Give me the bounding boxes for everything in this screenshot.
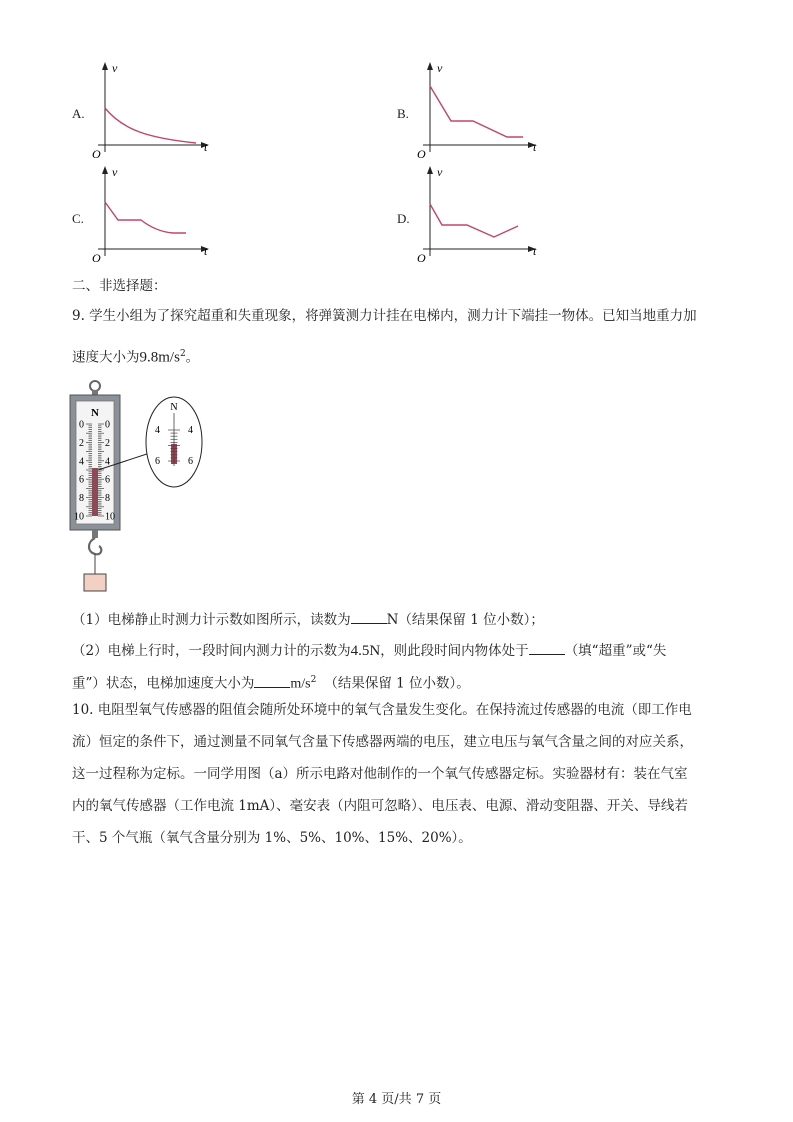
origin-label: O bbox=[92, 147, 101, 161]
scale-left-label: 0 bbox=[79, 419, 84, 431]
option-b-label: B. bbox=[397, 106, 409, 121]
answer-blank-2[interactable] bbox=[529, 641, 565, 655]
zoom-label-6-right: 6 bbox=[188, 456, 193, 467]
q9-line2: 速度大小为$9.8m/s^2$。 bbox=[72, 349, 200, 366]
scale-left-label: 4 bbox=[79, 456, 84, 468]
axis-v-label: v bbox=[112, 61, 118, 75]
scale-left-label: 8 bbox=[79, 493, 84, 505]
svg-text:O: O bbox=[417, 251, 426, 265]
svg-text:v: v bbox=[437, 165, 443, 179]
svg-text:v: v bbox=[112, 165, 118, 179]
svg-text:O: O bbox=[417, 147, 426, 161]
scale-right-label: 2 bbox=[105, 437, 110, 449]
section-title: 二、非选择题： bbox=[72, 278, 167, 294]
zoom-label-4-right: 4 bbox=[188, 425, 193, 436]
scale-unit: N bbox=[91, 407, 99, 419]
svg-text:t: t bbox=[533, 244, 537, 258]
curve-d bbox=[430, 204, 518, 237]
option-a-graph bbox=[88, 60, 218, 165]
q9-sub1: （1）电梯静止时测力计示数如图所示，读数为 N（结果保留 1 位小数）； bbox=[72, 612, 544, 628]
curve-c bbox=[105, 202, 186, 233]
q10-line-4: 内的氧气传感器（工作电流 1mA）、毫安表（内阻可忽略）、电压表、电源、滑动变阻器、开关、导线若 bbox=[72, 798, 688, 814]
curve-b bbox=[430, 86, 523, 137]
q9-sub2b: 重”）状态，电梯加速度大小为 $m/s^2$ （结果保留 1 位小数）。 bbox=[72, 675, 470, 692]
zoom-unit: N bbox=[170, 402, 178, 413]
gravity-value: 9.8m/s bbox=[139, 349, 180, 366]
scale-right-label: 10 bbox=[105, 511, 115, 523]
svg-text:t: t bbox=[533, 140, 537, 154]
option-d-graph bbox=[413, 164, 548, 269]
scale-left-label: 2 bbox=[79, 437, 84, 449]
option-c-graph bbox=[88, 164, 218, 269]
scale-left-label: 6 bbox=[79, 474, 84, 486]
zoom-label-6-left: 6 bbox=[155, 456, 160, 467]
scale-right-label: 8 bbox=[105, 493, 110, 505]
svg-text:v: v bbox=[437, 61, 443, 75]
axis-t-label: t bbox=[204, 140, 208, 154]
zoom-label-4-left: 4 bbox=[155, 425, 160, 436]
option-c-label: C. bbox=[72, 211, 84, 226]
curve-a bbox=[105, 108, 196, 143]
spring-scale-figure bbox=[60, 378, 220, 596]
q9-line1: 9. 学生小组为了探究超重和失重现象，将弹簧测力计挂在电梯内，测力计下端挂一物体。已知当地重力加 bbox=[72, 308, 697, 324]
q10-line-3: 这一过程称为定标。一同学用图（a）所示电路对他制作的一个氧气传感器定标。实验器材有：装在气室 bbox=[72, 766, 688, 782]
svg-text:t: t bbox=[204, 244, 208, 258]
q9-sub2: （2）电梯上行时，一段时间内测力计的示数为4.5N，则此段时间内物体处于 （填“超重”或“失 bbox=[72, 643, 667, 659]
q10-line-5: 干、5 个气瓶（氧气含量分别为 1%、5%、10%、15%、20%）。 bbox=[72, 830, 472, 846]
option-b-graph bbox=[413, 60, 548, 165]
answer-blank-3[interactable] bbox=[254, 674, 290, 688]
option-d-label: D. bbox=[397, 211, 410, 226]
page-footer: 第 4 页/共 7 页 bbox=[351, 1092, 442, 1107]
q10-line-1: 10. 电阻型氧气传感器的阻值会随所处环境中的氧气含量发生变化。在保持流过传感器的电流（即工作电 bbox=[72, 702, 692, 718]
svg-text:O: O bbox=[92, 251, 101, 265]
option-a-label: A. bbox=[72, 106, 85, 121]
answer-blank-1[interactable] bbox=[351, 610, 387, 624]
scale-right-label: 4 bbox=[105, 456, 110, 468]
q10-line-2: 流）恒定的条件下，通过测量不同氧气含量下传感器两端的电压，建立电压与氧气含量之间的对应关系， bbox=[72, 734, 693, 750]
scale-right-label: 6 bbox=[105, 474, 110, 486]
scale-left-label: 10 bbox=[74, 511, 84, 523]
scale-right-label: 0 bbox=[105, 419, 110, 431]
